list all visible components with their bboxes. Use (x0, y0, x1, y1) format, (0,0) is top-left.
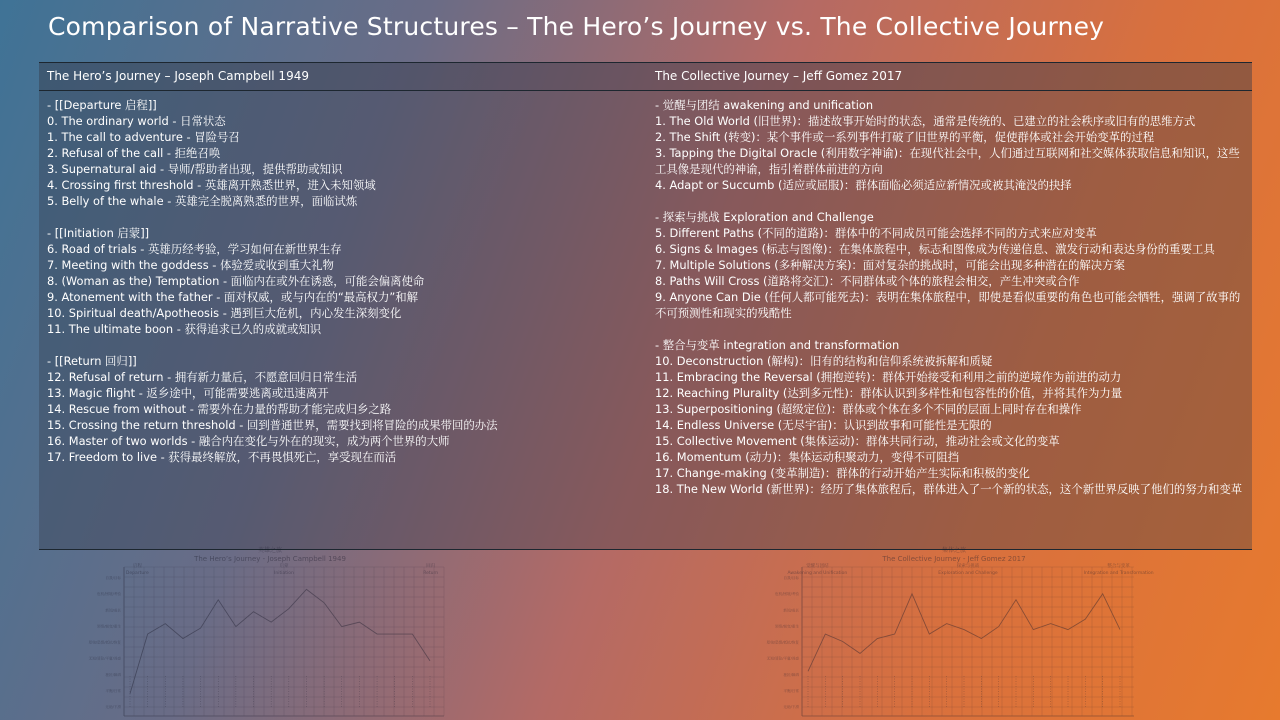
list-item: 6. Road of trials - 英雄历经考验，学习如何在新世界生存 (47, 242, 342, 256)
header-heros-journey: The Hero’s Journey – Joseph Campbell 1949 (47, 69, 309, 83)
comparison-table (39, 62, 1252, 550)
list-item: - [[Initiation 启蒙]] (47, 226, 150, 240)
y-tick-label: 平衡/日常 (783, 688, 799, 693)
y-tick-label: 挫折/障碍 (105, 672, 121, 677)
stage-label-cn: 启程 (132, 564, 142, 569)
y-tick-label: 无知/冒险/平庸/诱惑 (88, 656, 121, 661)
header-collective-journey: The Collective Journey – Jeff Gomez 2017 (655, 69, 903, 83)
list-item: 3. Supernatural aid - 导师/帮助者出现，提供帮助或知识 (47, 162, 343, 176)
list-item: 13. Superpositioning (超级定位)：群体或个体在多个不同的层面上同时存在和操作 (655, 402, 1082, 416)
stage-label-en: Return (423, 571, 439, 576)
list-item: 18. The New World (新世界)：经历了集体旅程后，群体进入了一个新的状态，这个新世界反映了他们的努力和变革 (655, 482, 1243, 496)
list-item: 9. Atonement with the father - 面对权威，或与内在的“最高权力”和解 (47, 290, 419, 304)
list-item: 0. The ordinary world - 日常状态 (47, 114, 226, 128)
y-tick-label: 自我/目标 (783, 576, 799, 580)
list-item: 17. Change-making (变革制造)：群体的行动开始产生实际和积极的变化 (655, 466, 1030, 480)
list-item: - [[Return 回归]] (47, 354, 137, 368)
y-tick-label: 领悟/蜕变/重生 (97, 624, 121, 629)
heros-journey-column (47, 97, 637, 465)
y-tick-label: 新知/成长 (783, 608, 799, 613)
stage-label-en: Integration and Transformation (1083, 571, 1154, 576)
list-item: - 整合与变革 integration and transformation (655, 338, 900, 352)
spacer (655, 321, 1249, 337)
list-item: 4. Crossing first threshold - 英雄离开熟悉世界，进入未知领域 (47, 178, 376, 192)
list-item: 11. The ultimate boon - 获得追求已久的成就或知识 (47, 322, 322, 336)
y-tick-label: 领悟/蜕变/重生 (775, 624, 799, 629)
y-tick-label: 原始/恐惧/抵抗/恢复 (766, 640, 799, 645)
chart-super-title: 英雄之旅 (257, 547, 283, 554)
stage-label-cn: 探索与挑战 (956, 564, 980, 569)
journey-line (808, 594, 1120, 671)
list-item: 16. Master of two worlds - 融合内在变化与外在的现实，成为两个世界的大师 (47, 434, 450, 448)
list-item: - [[Departure 启程]] (47, 98, 157, 112)
list-item: 6. Signs & Images (标志与图像)：在集体旅程中，标志和图像成为传递信息、激发行动和表达身份的重要工具 (655, 242, 1215, 256)
list-item: - 觉醒与团结 awakening and unification (655, 98, 874, 112)
stage-label-en: Exploration and Challenge (938, 571, 998, 576)
list-item: 16. Momentum (动力)：集体运动积聚动力，变得不可阻挡 (655, 450, 960, 464)
list-item: 15. Crossing the return threshold - 回到普通世界，需要找到将冒险的成果带回的办法 (47, 418, 498, 432)
list-item: 12. Reaching Plurality (达到多元性)：群体认识到多样性和包容性的价值，并将其作为力量 (655, 386, 1123, 400)
stage-label-cn: 启蒙 (279, 564, 289, 569)
stage-label-en: Awakening and Unification (787, 571, 848, 576)
stage-label-cn: 整合与变革 (1107, 564, 1130, 569)
list-item: 2. The Shift (转变)：某个事件或一系列事件打破了旧世界的平衡，促使群体或社会开始变革的过程 (655, 130, 1155, 144)
stage-label-en: Departure (125, 571, 149, 576)
list-item: 8. (Woman as the) Temptation - 面临内在或外在诱惑，可能会偏离使命 (47, 274, 425, 288)
list-item: 10. Spiritual death/Apotheosis - 遇到巨大危机，内心发生深刻变化 (47, 306, 402, 320)
page-title: Comparison of Narrative Structures – The Hero’s Journey vs. The Collective Journey (48, 12, 1105, 41)
y-tick-label: 无助/下滑 (105, 705, 121, 709)
heros-journey-chart (84, 545, 456, 720)
y-tick-label: 原始/恐惧/抵抗/恢复 (88, 640, 121, 645)
list-item: 12. Refusal of return - 拥有新力量后，不愿意回归日常生活 (47, 370, 358, 384)
list-item: 15. Collective Movement (集体运动)：群体共同行动，推动社会或文化的变革 (655, 434, 1060, 448)
list-item: 17. Freedom to live - 获得最终解放，不再畏惧死亡，享受现在而活 (47, 450, 397, 464)
stage-label-cn: 回归 (426, 564, 436, 569)
list-item: 14. Rescue from without - 需要外在力量的帮助才能完成归乡之路 (47, 402, 392, 416)
y-tick-label: 新知/成长 (105, 608, 121, 613)
spacer (47, 337, 637, 353)
y-tick-label: 无知/冒险/平庸/诱惑 (766, 656, 799, 661)
list-item: 2. Refusal of the call - 拒绝召唤 (47, 146, 221, 160)
list-item: 1. The call to adventure - 冒险号召 (47, 130, 240, 144)
list-item: 1. The Old World (旧世界)：描述故事开始时的状态，通常是传统的、已建立的社会秩序或旧有的思维方式 (655, 114, 1196, 128)
table-header (39, 63, 1252, 91)
list-item: 8. Paths Will Cross (道路将交汇)：不同群体或个体的旅程会相交，产生冲突或合作 (655, 274, 1080, 288)
list-item: 4. Adapt or Succumb (适应或屈服)：群体面临必须适应新情况或被其淹没的抉择 (655, 178, 1072, 192)
list-item: 5. Different Paths (不同的道路)：群体中的不同成员可能会选择不同的方式来应对变革 (655, 226, 1097, 240)
list-item: 13. Magic flight - 返乡途中，可能需要逃离或迅速离开 (47, 386, 329, 400)
list-item: 3. Tapping the Digital Oracle (利用数字神谕)：在现代社会中，人们通过互联网和社交媒体获取信息和知识，这些工具像是现代的神谕，指引着群体前进的方向 (655, 146, 1240, 176)
list-item: 5. Belly of the whale - 英雄完全脱离熟悉的世界，面临试炼 (47, 194, 358, 208)
y-tick-label: 自我/目标 (105, 576, 121, 580)
spacer (655, 193, 1249, 209)
chart-title: The Collective Journey - Jeff Gomez 2017 (882, 555, 1026, 563)
stage-label-en: Initiation (274, 571, 294, 576)
list-item: 7. Meeting with the goddess - 体验爱或收到重大礼物 (47, 258, 334, 272)
y-tick-label: 危机/困境/考验 (97, 592, 121, 597)
y-tick-label: 无助/下滑 (783, 705, 799, 709)
spacer (47, 209, 637, 225)
list-item: 7. Multiple Solutions (多种解决方案)：面对复杂的挑战时，可能会出现多种潜在的解决方案 (655, 258, 1125, 272)
chart-title: The Hero’s Journey - Joseph Campbell 1949 (194, 555, 346, 563)
journey-line (130, 589, 430, 693)
list-item: 10. Deconstruction (解构)：旧有的结构和信仰系统被拆解和质疑 (655, 354, 993, 368)
stage-label-cn: 觉醒与团结 (806, 564, 829, 569)
list-item: 11. Embracing the Reversal (拥抱逆转)：群体开始接受和利用之前的逆境作为前进的动力 (655, 370, 1122, 384)
y-tick-label: 危机/困境/考验 (775, 592, 799, 597)
collective-journey-column (655, 97, 1249, 497)
list-item: 9. Anyone Can Die (任何人都可能死去)：表明在集体旅程中，即使是看似重要的角色也可能会牺牲，强调了故事的不可预测性和现实的残酷性 (655, 290, 1241, 320)
list-item: 14. Endless Universe (无尽宇宙)：认识到故事和可能性是无限的 (655, 418, 992, 432)
y-tick-label: 平衡/日常 (105, 688, 121, 693)
y-tick-label: 挫折/障碍 (783, 672, 799, 677)
chart-super-title: 集体之旅 (941, 547, 967, 554)
collective-journey-chart (762, 545, 1154, 720)
list-item: - 探索与挑战 Exploration and Challenge (655, 210, 874, 224)
